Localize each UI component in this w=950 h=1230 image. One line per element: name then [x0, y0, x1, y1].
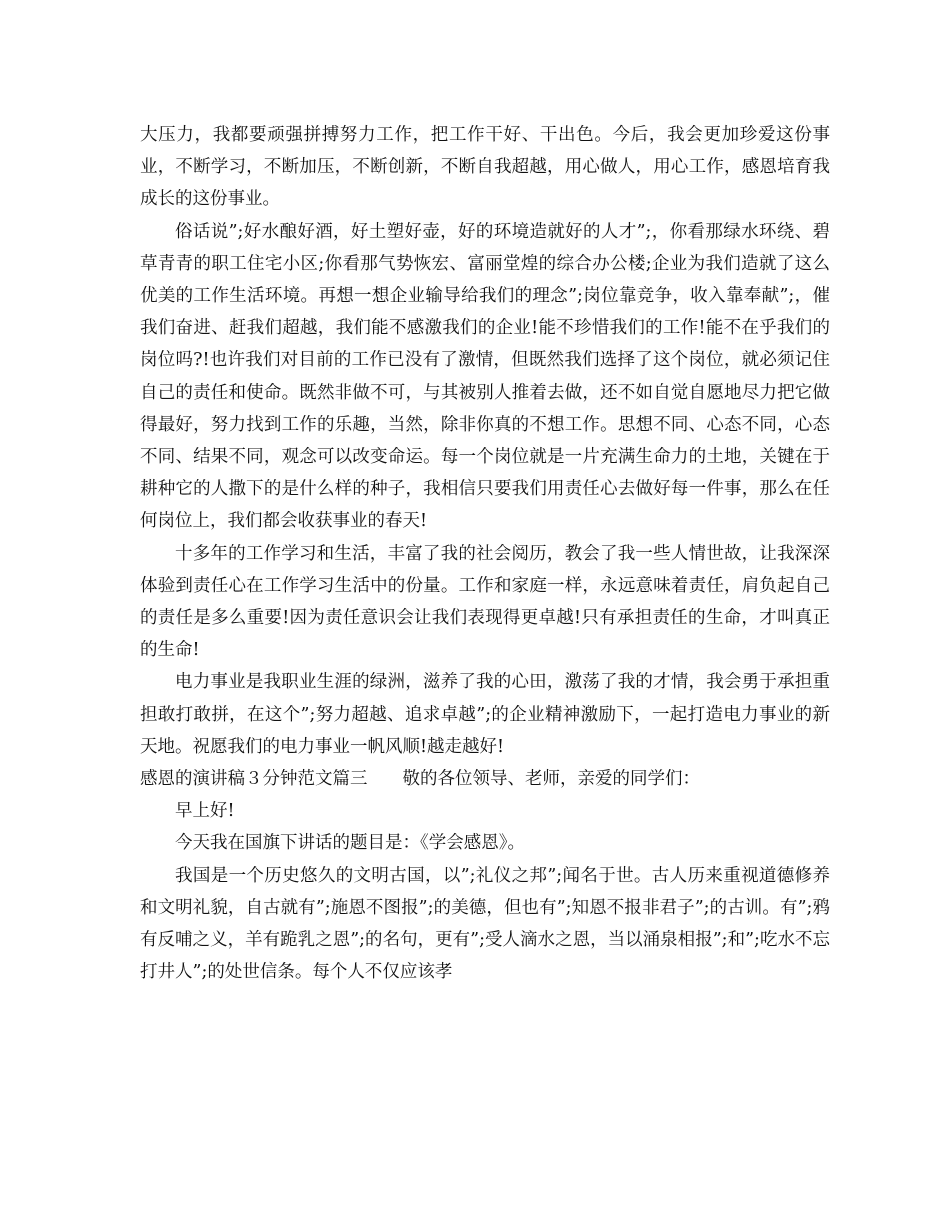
- paragraph-2: 俗话说”;好水酿好酒，好土塑好壶，好的环境造就好的人才”;，你看那绿水环绕、碧草青青的职工住宅小区;你看那气势恢宏、富丽堂煌的综合办公楼;企业为我们造就了这么优美的工作生活环境。再想一想企业输导给我们的理念”;岗位靠竞争，收入靠奉献”;，催我们奋进、赶我们超越，我们能不感激我们的企业!能不珍惜我们的工作!能不在乎我们的岗位吗?!也许我们对目前的工作已没有了激情，但既然我们选择了这个岗位，就必须记住自己的责任和使命。既然非做不可，与其被别人推着去做，还不如自觉自愿地尽力把它做得最好，努力找到工作的乐趣，当然，除非你真的不想工作。思想不同、心态不同，心态不同、结果不同，观念可以改变命运。每一个岗位就是一片充满生命力的土地，关键在于耕种它的人撒下的是什么样的种子，我相信只要我们用责任心去做好每一件事，那么在任何岗位上，我们都会收获事业的春天!: [140, 221, 830, 532]
- paragraph-4: 电力事业是我职业生涯的绿洲，滋养了我的心田，激荡了我的才情，我会勇于承担重担敢打敢拼，在这个”;努力超越、追求卓越”;的企业精神激励下，一起打造电力事业的新天地。祝愿我们的电力事业一帆风顺!越走越好!: [140, 672, 830, 757]
- greeting-line: 早上好!: [175, 801, 235, 822]
- paragraph-1: 大压力，我都要顽强拼搏努力工作，把工作干好、干出色。今后，我会更加珍爱这份事业，不断学习，不断加压，不断创新，不断自我超越，用心做人，用心工作，感恩培育我成长的这份事业。: [140, 125, 830, 210]
- paragraph-8: 我国是一个历史悠久的文明古国，以”;礼仪之邦”;闻名于世。古人历来重视道德修养和文明礼貌，自古就有”;施恩不图报”;的美德，但也有”;知恩不报非君子”;的古训。有”;鸦有反哺之义，羊有跪乳之恩”;的名句，更有”;受人滴水之恩，当以涌泉相报”;和”;吃水不忘打井人”;的处世信条。每个人不仅应该孝: [140, 865, 830, 983]
- document-body: [140, 119, 830, 988]
- paragraph-3: 十多年的工作学习和生活，丰富了我的社会阅历，教会了我一些人情世故，让我深深体验到责任心在工作学习生活中的份量。工作和家庭一样，永远意味着责任，肩负起自己的责任是多么重要!因为责任意识会让我们表现得更卓越!只有承担责任的生命，才叫真正的生命!: [140, 543, 830, 661]
- topic-line: 今天我在国旗下讲话的题目是：《学会感恩》。: [175, 833, 525, 854]
- section-heading-line: 感恩的演讲稿３分钟范文篇三 敬的各位领导、老师，亲爱的同学们：: [140, 769, 700, 790]
